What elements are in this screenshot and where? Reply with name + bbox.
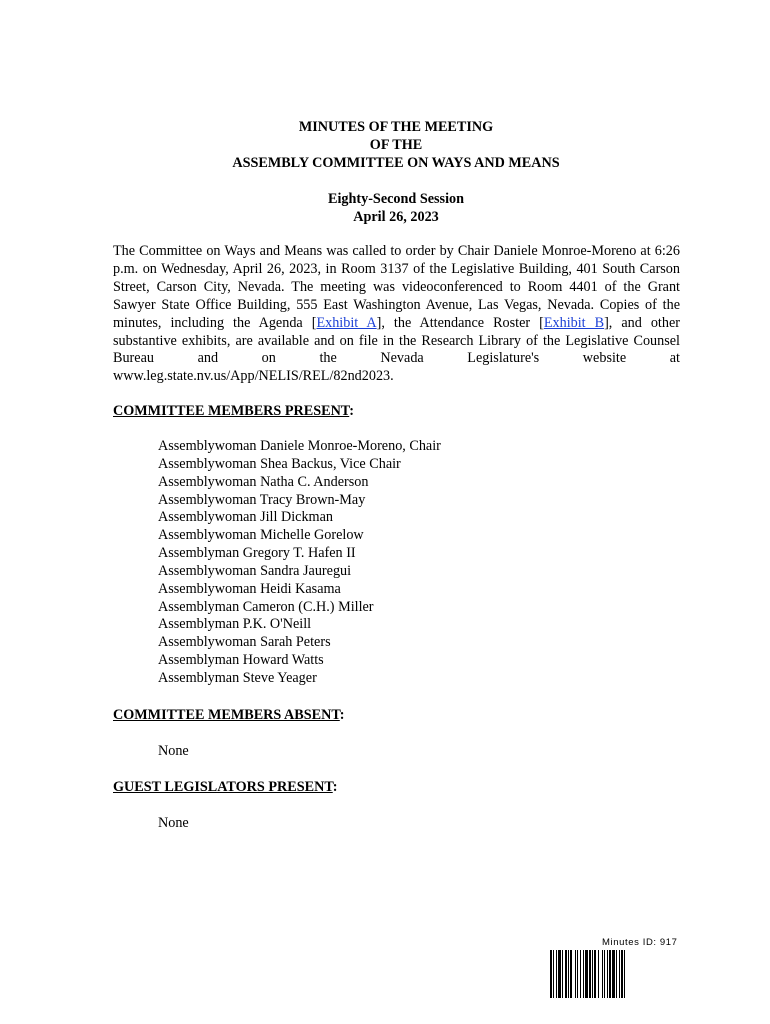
member-item: Assemblyman P.K. O'Neill — [158, 616, 312, 633]
member-item: Assemblywoman Michelle Gorelow — [158, 527, 364, 544]
member-item: Assemblywoman Natha C. Anderson — [158, 473, 369, 490]
guest-legislators-heading — [113, 778, 337, 796]
exhibit-a-link[interactable]: Exhibit A — [316, 314, 377, 331]
exhibit-b-link[interactable]: Exhibit B — [543, 314, 605, 331]
member-item: Assemblywoman Heidi Kasama — [158, 580, 341, 597]
member-item: Assemblyman Cameron (C.H.) Miller — [158, 598, 374, 615]
members-present-list — [158, 438, 441, 688]
minutes-id-label: Minutes ID: 917 — [602, 937, 678, 948]
intro-paragraph — [113, 243, 680, 386]
member-item: Assemblywoman Tracy Brown-May — [158, 491, 366, 508]
member-item: Assemblyman Gregory T. Hafen II — [158, 545, 356, 562]
member-item: Assemblywoman Daniele Monroe-Moreno, Chair — [158, 438, 441, 454]
title-line-2: OF THE — [369, 137, 423, 153]
member-item: Assemblywoman Jill Dickman — [158, 509, 333, 526]
barcode — [550, 950, 678, 998]
members-absent-heading-colon: : — [339, 707, 345, 723]
title-line-3: ASSEMBLY COMMITTEE ON WAYS AND MEANS — [232, 155, 560, 171]
guest-legislators-value: None — [158, 815, 189, 831]
members-present-heading — [113, 402, 354, 420]
barcode-bar — [625, 950, 627, 998]
members-absent-value: None — [158, 743, 189, 759]
guest-legislators-heading-colon: : — [332, 779, 338, 795]
intro-text-2: ], the Attendance Roster [ — [376, 314, 544, 331]
intro-text-1: The Committee on Ways and Means was called to order by Chair Daniele Monroe-Moreno at 6:26 p.m. on Wednesday, April 26, 2023, in Room 3137 of the Legislative Building, 401 South Carson Street, Carson City, Nevada. The meeting was videoconferenced to Room 4401 of the Grant Sawyer State Office Building, 555 East Washington Avenue, Las Vegas, Nevada. Copies of the minutes, including the Agenda [ — [113, 243, 680, 331]
member-item: Assemblywoman Shea Backus, Vice Chair — [158, 455, 401, 472]
intro-text-3: ], and other substantive exhibits, are available and on file in the Research Library of the Legislative Counsel Bureau and on the Nevada Legislature's website at www.leg.state.nv.us/App/NELIS/REL/82nd2023. — [113, 314, 680, 385]
session-name: Eighty-Second Session — [328, 191, 464, 207]
session-info — [0, 190, 770, 226]
members-present-heading-text: COMMITTEE MEMBERS PRESENT — [113, 403, 350, 419]
member-item: Assemblyman Howard Watts — [158, 652, 324, 669]
document-title — [0, 118, 770, 172]
session-date: April 26, 2023 — [353, 209, 439, 225]
member-item: Assemblyman Steve Yeager — [158, 669, 317, 686]
members-absent-heading-text: COMMITTEE MEMBERS ABSENT — [113, 707, 340, 723]
member-item: Assemblywoman Sarah Peters — [158, 634, 331, 651]
members-absent-heading — [113, 706, 345, 724]
guest-legislators-heading-text: GUEST LEGISLATORS PRESENT — [113, 779, 333, 795]
members-present-heading-colon: : — [349, 403, 354, 419]
member-item: Assemblywoman Sandra Jauregui — [158, 562, 352, 579]
title-line-1: MINUTES OF THE MEETING — [298, 119, 494, 135]
